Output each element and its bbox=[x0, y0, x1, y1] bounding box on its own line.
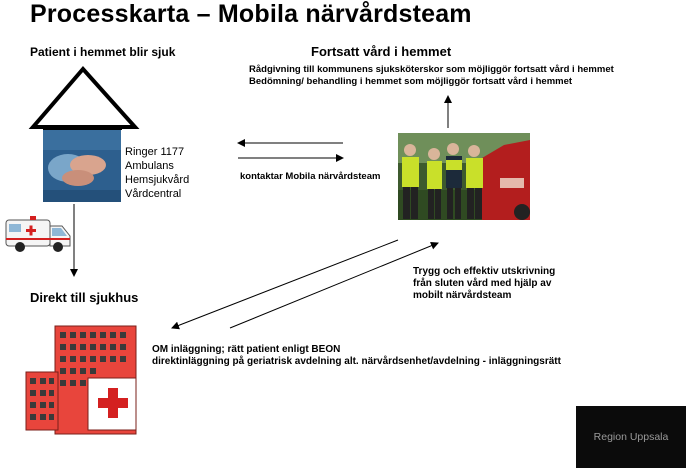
admission-line-2: direktinläggning på geriatrisk avdelning alt. närvårdsenhet/avdelning - inläggningsrätt bbox=[152, 356, 561, 367]
contact-options-list bbox=[125, 145, 189, 201]
hospital-icon bbox=[26, 326, 136, 434]
discharge-line: Trygg och effektiv utskrivning bbox=[413, 266, 556, 277]
continued-care-line-2: Bedömning/ behandling i hemmet som möjliggör fortsatt vård i hemmet bbox=[249, 76, 573, 87]
hospital-label: Direkt till sjukhus bbox=[30, 290, 139, 305]
house-icon bbox=[33, 69, 135, 130]
discharge-line: från sluten vård med hjälp av bbox=[413, 278, 552, 289]
arrow-hospital-to-team bbox=[230, 243, 438, 328]
contact-option: Vårdcentral bbox=[125, 188, 182, 200]
arrow-team-to-hospital bbox=[172, 240, 398, 328]
contact-option: Ringer 1177 bbox=[125, 146, 185, 158]
admission-line-1: OM inläggning; rätt patient enligt BEON bbox=[152, 344, 341, 355]
discharge-line: mobilt närvårdsteam bbox=[413, 290, 512, 301]
contact-option: Hemsjukvård bbox=[125, 174, 190, 186]
patient-photo bbox=[43, 130, 121, 202]
region-logo-text: Region Uppsala bbox=[593, 431, 669, 443]
patient-label: Patient i hemmet blir sjuk bbox=[30, 45, 176, 59]
discharge-text bbox=[413, 266, 555, 302]
page-title: Processkarta – Mobila närvårdsteam bbox=[30, 0, 472, 28]
team-photo bbox=[398, 133, 530, 220]
contact-arrow-label: kontaktar Mobila närvårdsteam bbox=[240, 171, 381, 182]
ambulance-icon bbox=[6, 216, 70, 252]
contact-option: Ambulans bbox=[125, 160, 174, 172]
continued-care-heading: Fortsatt vård i hemmet bbox=[311, 44, 452, 59]
continued-care-line-1: Rådgivning till kommunens sjuksköterskor som möjliggör fortsatt vård i hemmet bbox=[249, 64, 614, 75]
